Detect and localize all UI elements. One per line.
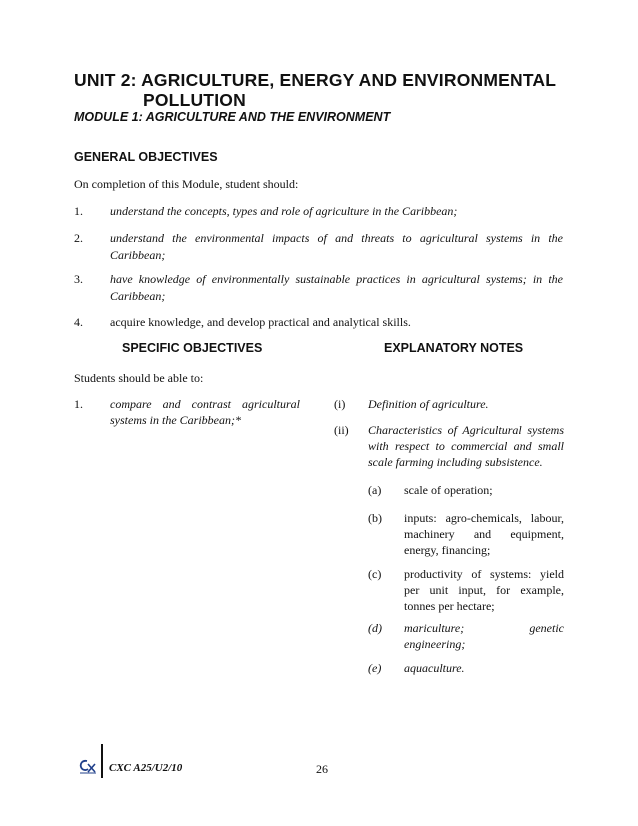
general-objective-number: 1. [74,204,83,218]
explanatory-notes-heading: EXPLANATORY NOTES [384,341,524,355]
note-text: Characteristics of Agricultural systems with respect to commercial and small scale farming including subsistence. [368,423,564,469]
specific-objectives-heading: SPECIFIC OBJECTIVES [122,341,263,355]
subnote-text: mariculture; genetic engineering; [404,621,564,651]
general-objective-number: 3. [74,272,83,286]
general-objective-text: understand the concepts, types and role of agriculture in the Caribbean; [110,204,458,218]
page-number: 26 [316,762,328,776]
general-objective-text: have knowledge of environmentally sustainable practices in agricultural systems; in the Caribbean; [110,272,563,303]
subnote-label: (c) [368,567,382,581]
subnote-text: aquaculture. [404,661,465,675]
general-objective-text: acquire knowledge, and develop practical and analytical skills. [110,315,411,329]
cxc-logo-icon [78,758,98,776]
students-intro: Students should be able to: [74,371,204,385]
footer-divider [101,744,103,778]
subnote-text: scale of operation; [404,483,493,497]
subnote-label: (a) [368,483,382,497]
general-objectives-heading: GENERAL OBJECTIVES [74,150,218,164]
module-title: MODULE 1: AGRICULTURE AND THE ENVIRONMENT [74,110,391,124]
subnote-label: (b) [368,511,382,525]
subnote-label: (e) [368,661,382,675]
general-objectives-intro: On completion of this Module, student should: [74,177,299,191]
subnote-text: productivity of systems: yield per unit input, for example, tonnes per hectare; [404,567,564,613]
specific-objective-number: 1. [74,397,83,411]
general-objective-text: understand the environmental impacts of and threats to agricultural systems in the Caribbean; [110,231,563,262]
note-number: (ii) [334,423,349,437]
unit-title-line-2: POLLUTION [143,90,246,110]
note-text: Definition of agriculture. [368,397,489,411]
note-number: (i) [334,397,346,411]
footer-code: CXC A25/U2/10 [109,762,183,774]
unit-title-line-1: UNIT 2: AGRICULTURE, ENERGY AND ENVIRONMENTAL [74,70,557,90]
subnote-text: inputs: agro-chemicals, labour, machinery and equipment, energy, financing; [404,511,564,557]
general-objective-number: 4. [74,315,83,329]
unit-title [74,70,594,110]
specific-objective-text: compare and contrast agricultural systems in the Caribbean;* [110,397,300,427]
subnote-label: (d) [368,621,382,635]
general-objective-number: 2. [74,231,83,245]
